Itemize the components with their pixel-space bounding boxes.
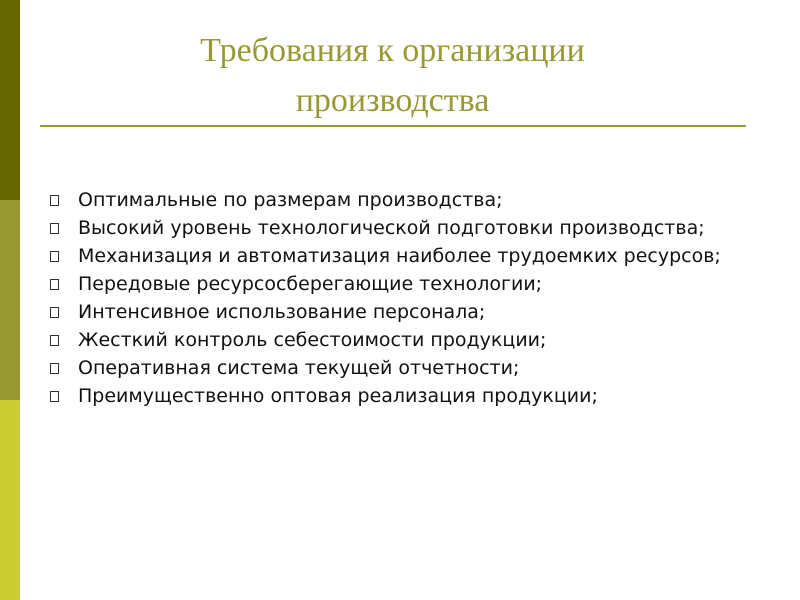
bullet-marker-icon [50,363,59,374]
title-line-2: производства [295,82,490,119]
bullet-marker-icon [50,307,59,318]
bullet-text: Преимущественно оптовая реализация продукции; [78,385,598,407]
bullet-item [48,328,748,352]
strip-segment-light [0,400,20,600]
bullet-text: Оптимальные по размерам производства; [78,189,503,211]
bullet-marker-icon [50,279,59,290]
bullet-list [48,188,748,412]
bullet-marker-icon [50,251,59,262]
bullet-text: Передовые ресурсосберегающие технологии; [78,273,543,295]
bullet-item [48,384,748,408]
strip-segment-dark [0,0,20,200]
bullet-marker-icon [50,195,59,206]
bullet-text: Интенсивное использование персонала; [78,301,486,323]
bullet-item [48,272,748,296]
bullet-item [48,300,748,324]
bullet-item [48,244,748,268]
bullet-text: Высокий уровень технологической подготовки производства; [78,217,705,239]
bullet-marker-icon [50,335,59,346]
bullet-text: Оперативная система текущей отчетности; [78,357,520,379]
bullet-item [48,216,748,240]
title-divider [40,125,746,127]
bullet-text: Механизация и автоматизация наиболее трудоемких ресурсов; [78,245,721,267]
bullet-marker-icon [50,223,59,234]
bullet-text: Жесткий контроль себестоимости продукции; [78,329,547,351]
bullet-marker-icon [50,391,59,402]
bullet-item [48,188,748,212]
slide-title [40,26,745,126]
title-line-1: Требования к организации [200,32,585,69]
strip-segment-mid [0,200,20,400]
side-decoration-strip [0,0,20,600]
bullet-item [48,356,748,380]
